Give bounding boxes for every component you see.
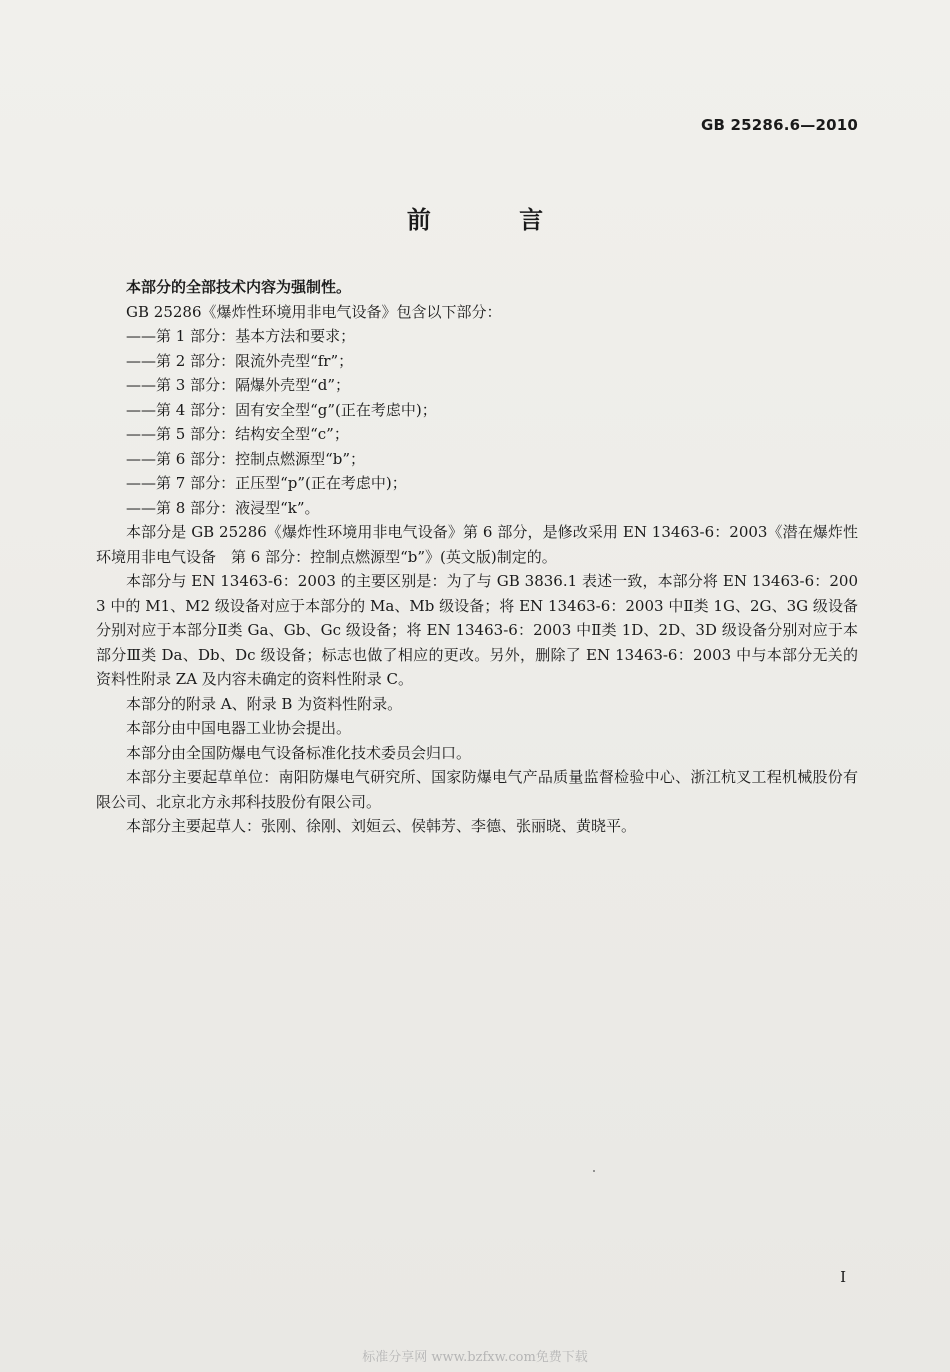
standard-code: GB 25286.6—2010: [700, 116, 858, 134]
part-item: ——第 3 部分：隔爆外壳型“d”；: [126, 376, 351, 394]
part-item: ——第 8 部分：液浸型“k”。: [126, 498, 320, 517]
part-item: ——第 5 部分：结构安全型“c”；: [126, 425, 349, 443]
part-item: ——第 1 部分：基本方法和要求；: [126, 327, 356, 345]
annexes-paragraph: 本部分的附录 A、附录 B 为资料性附录。: [126, 694, 403, 713]
page-title: 前 言: [406, 206, 584, 234]
foreword-body: [96, 275, 858, 839]
part-item: ——第 4 部分：固有安全型“g”(正在考虑中)；: [126, 400, 437, 419]
centralized-by-paragraph: 本部分由全国防爆电气设备标准化技术委员会归口。: [126, 743, 472, 762]
page-number: Ⅰ: [840, 1268, 846, 1286]
mandatory-statement: 本部分的全部技术内容为强制性。: [126, 278, 352, 296]
proposed-by-paragraph: 本部分由中国电器工业协会提出。: [126, 719, 352, 737]
drafters-paragraph: 本部分主要起草人：张刚、徐刚、刘姮云、侯韩芳、李德、张丽晓、黄晓平。: [126, 817, 637, 835]
adoption-paragraph: 本部分是 GB 25286《爆炸性环境用非电气设备》第 6 部分，是修改采用 EN 13463-6：2003《潜在爆炸性环境用非电气设备 第 6 部分：控制点燃源型“b”》(英文版)制定的。: [96, 523, 858, 566]
scan-speck: [593, 1170, 595, 1172]
part-item: ——第 2 部分：限流外壳型“fr”；: [126, 351, 354, 370]
drafting-units-paragraph: 本部分主要起草单位：南阳防爆电气研究所、国家防爆电气产品质量监督检验中心、浙江杭叉工程机械股份有限公司、北京北方永邦科技股份有限公司。: [96, 768, 858, 811]
part-item: ——第 7 部分：正压型“p”(正在考虑中)；: [126, 474, 407, 492]
footer-watermark: 标准分享网 www.bzfxw.com免费下载: [362, 1350, 588, 1365]
differences-paragraph: 本部分与 EN 13463-6：2003 的主要区别是：为了与 GB 3836.1 表述一致，本部分将 EN 13463-6：2003 中的 M1、M2 级设备对应于本部分的 Ma、Mb 级设备；将 EN 13463-6：2003 中Ⅱ类 1G、2G、3G 级设备分别对应于本部分Ⅱ类 Ga、Gb、Gc 级设备；将 EN 13463-6：2003 中Ⅱ类 1D、2D、3D 级设备分别对应于本部分Ⅲ类 Da、Db、Dc 级设备；标志也做了相应的更改。另外，删除了 EN 13463-6：2003 中与本部分无关的资料性附录 ZA 及内容未确定的资料性附录 C。: [96, 572, 858, 688]
series-intro: GB 25286《爆炸性环境用非电气设备》包含以下部分：: [126, 302, 502, 321]
parts-list: [96, 324, 858, 520]
part-item: ——第 6 部分：控制点燃源型“b”；: [126, 449, 366, 468]
